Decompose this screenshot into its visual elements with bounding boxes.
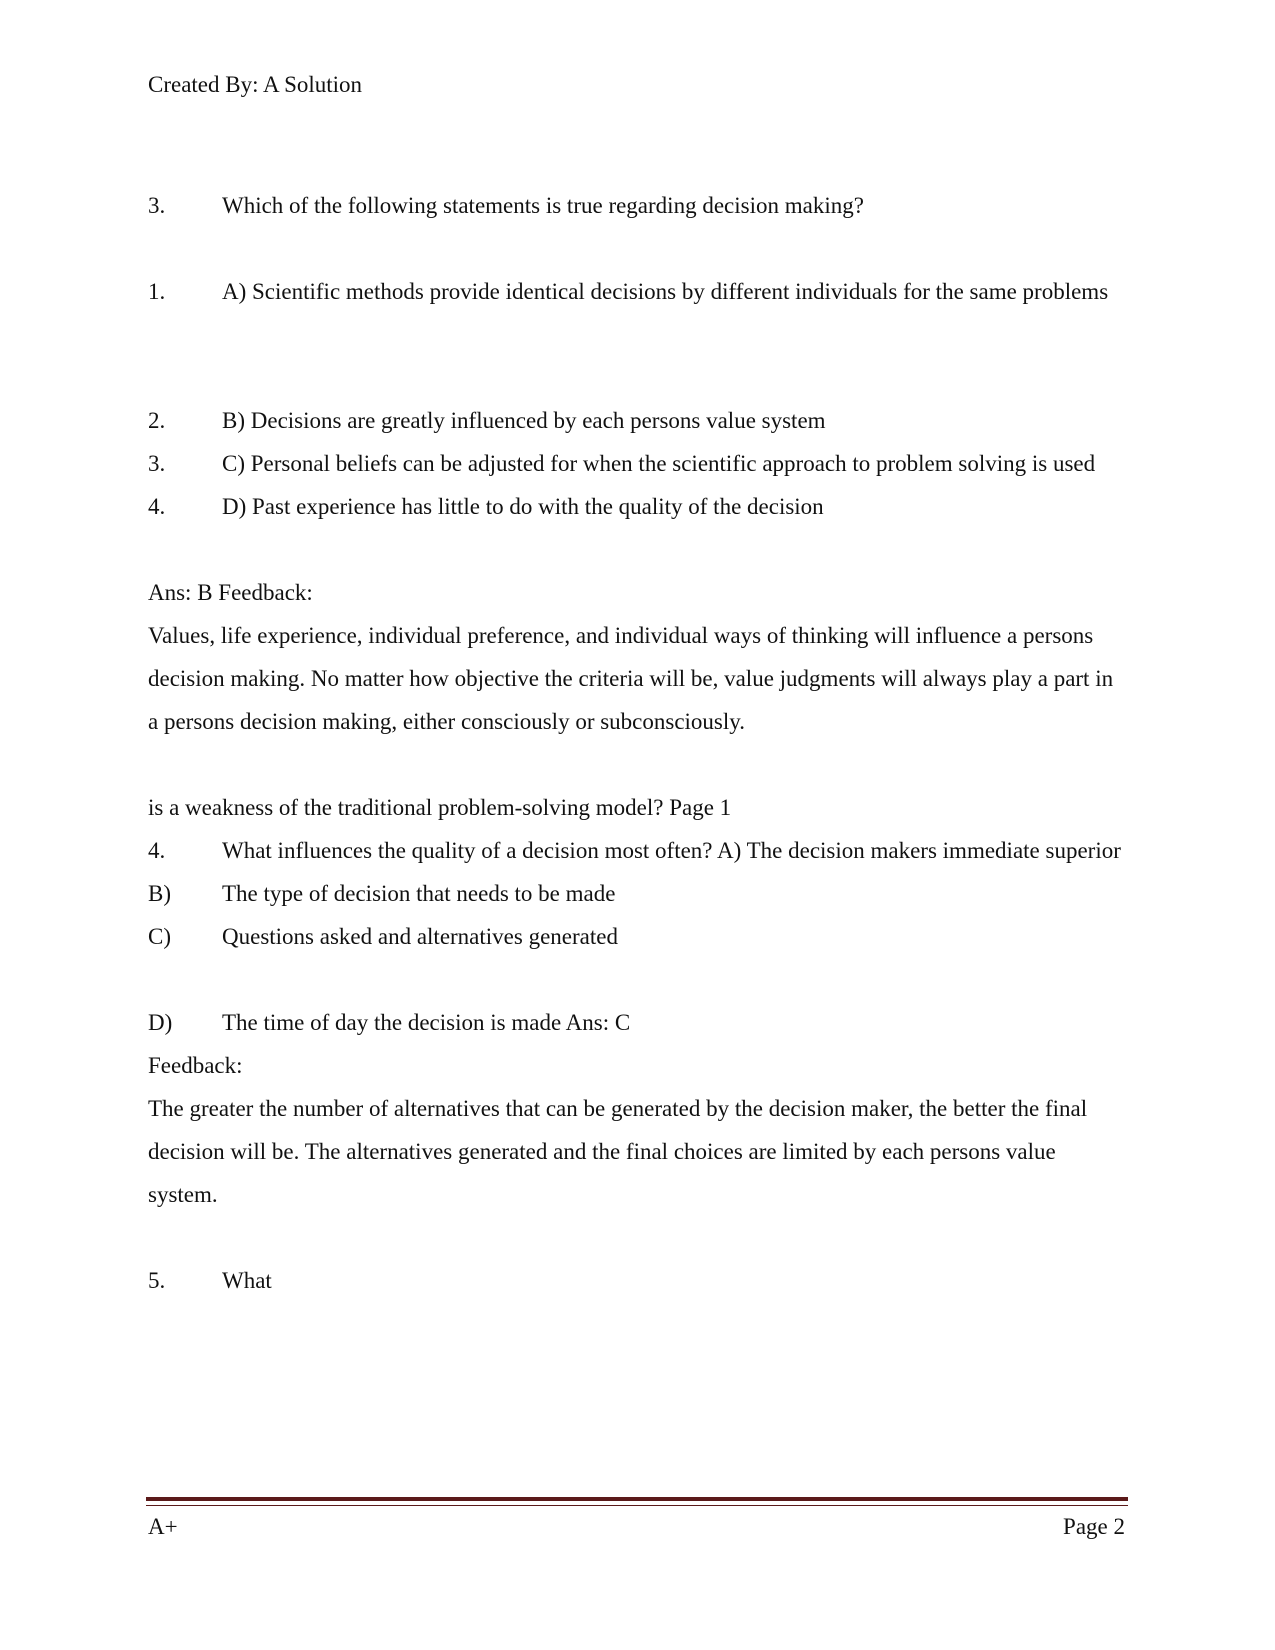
answer-line: Ans: B Feedback: — [148, 580, 313, 605]
question-number: 3. — [148, 193, 166, 218]
option-item — [148, 399, 1123, 442]
footer-divider-thin — [146, 1505, 1128, 1506]
feedback-text: The greater the number of alternatives that can be generated by the decision maker, the better the final decision will be. The alternatives generated and the final choices are limited by each persons value system. — [148, 1096, 1088, 1207]
option-item — [148, 270, 1123, 313]
footer-left-text: A+ — [148, 1514, 178, 1539]
page-number: Page 2 — [1063, 1514, 1125, 1539]
option-letter: C) — [148, 924, 171, 949]
feedback-text: Values, life experience, individual preference, and individual ways of thinking will influence a persons decision making. No matter how objective the criteria will be, value judgments will always play a part in a persons decision making, either consciously or subconsciously. — [148, 623, 1114, 734]
question-5 — [148, 1259, 1123, 1302]
option-item — [148, 915, 1123, 958]
question-3 — [148, 184, 1123, 227]
option-item — [148, 872, 1123, 915]
question-text: Which of the following statements is true regarding decision making? — [222, 193, 864, 218]
question-text: What — [222, 1268, 272, 1293]
option-number: 2. — [148, 408, 166, 433]
option-text: C) Personal beliefs can be adjusted for when the scientific approach to problem solving is used — [222, 451, 1096, 476]
option-number: 4. — [148, 494, 166, 519]
option-text: Questions asked and alternatives generated — [222, 924, 618, 949]
option-letter: D) — [148, 1010, 173, 1035]
header-created-by: Created By: A Solution — [148, 72, 363, 97]
question-fragment: is a weakness of the traditional problem-solving model? Page 1 — [148, 795, 732, 820]
question-number: 5. — [148, 1268, 166, 1293]
question-number: 4. — [148, 838, 166, 863]
option-number: 3. — [148, 451, 166, 476]
option-item — [148, 1001, 1123, 1044]
question-4 — [148, 829, 1123, 872]
option-text: The type of decision that needs to be made — [222, 881, 616, 906]
question-text: What influences the quality of a decision most often? A) The decision makers immediate superior — [222, 838, 1121, 863]
document-body — [148, 184, 1123, 1302]
feedback-label: Feedback: — [148, 1053, 243, 1078]
option-item — [148, 442, 1123, 485]
option-text: A) Scientific methods provide identical decisions by different individuals for the same problems — [222, 279, 1109, 304]
option-text: D) Past experience has little to do with the quality of the decision — [222, 494, 824, 519]
footer-divider — [146, 1497, 1128, 1501]
option-letter: B) — [148, 881, 171, 906]
option-number: 1. — [148, 279, 166, 304]
option-item — [148, 485, 1123, 528]
option-text: The time of day the decision is made Ans: C — [222, 1010, 631, 1035]
option-text: B) Decisions are greatly influenced by each persons value system — [222, 408, 826, 433]
